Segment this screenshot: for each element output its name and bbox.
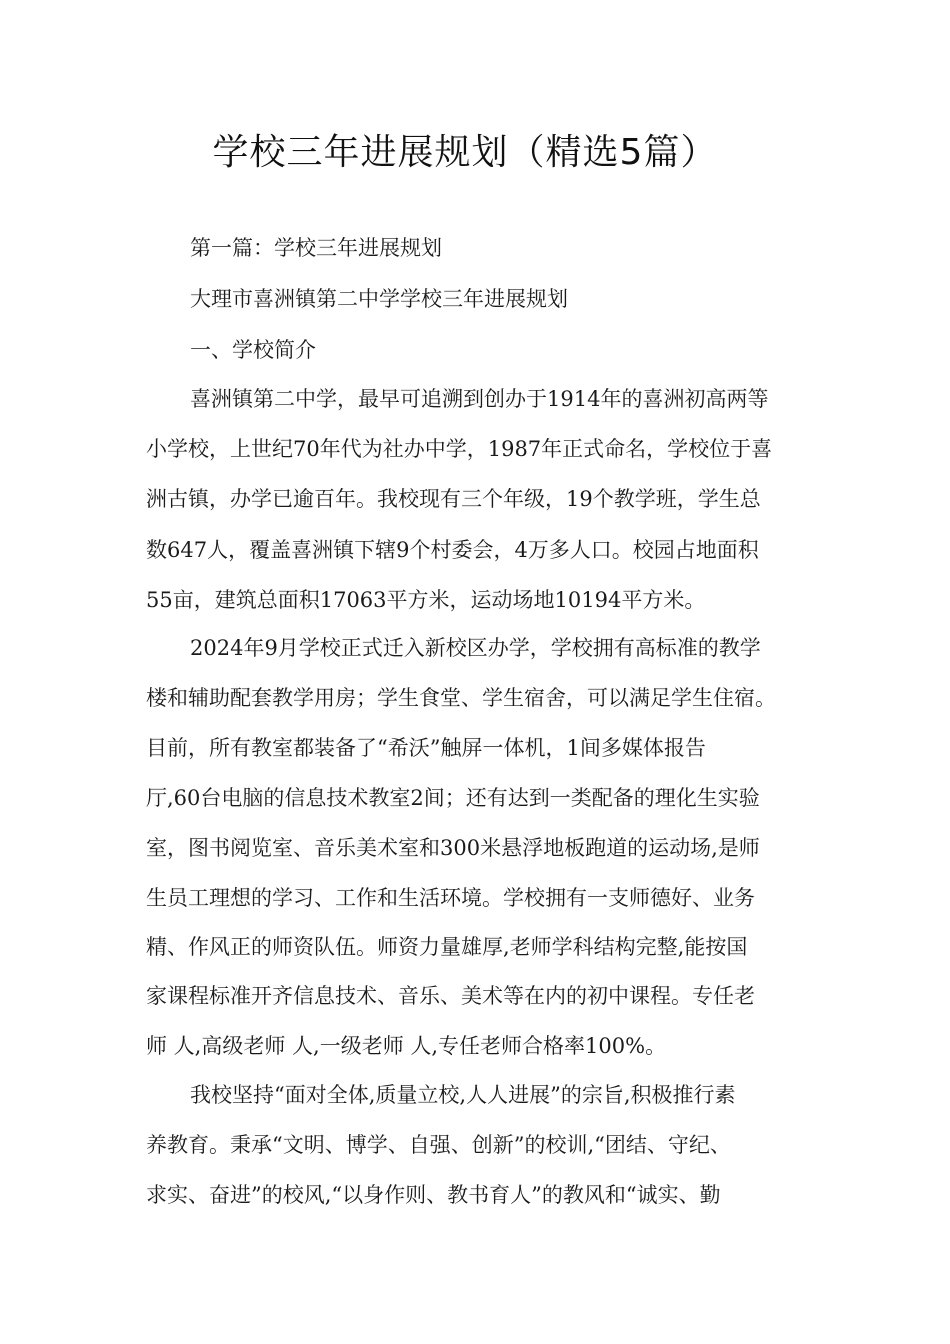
paragraph-line: 楼和辅助配套教学用房；学生食堂、学生宿舍，可以满足学生住宿。 — [146, 686, 776, 710]
paragraph-line: 厅,60台电脑的信息技术教室2间；还有达到一类配备的理化生实验 — [146, 786, 760, 810]
paragraph-line: 小学校，上世纪70年代为社办中学，1987年正式命名，学校位于喜 — [146, 437, 773, 461]
paragraph-line: 生员工理想的学习、工作和生活环境。学校拥有一支师德好、业务 — [146, 886, 755, 910]
paragraph-line: 家课程标准开齐信息技术、音乐、美术等在内的初中课程。专任老 — [146, 984, 755, 1008]
paragraph-line: 目前，所有教室都装备了“希沃”触屏一体机，1间多媒体报告 — [146, 736, 706, 760]
section-heading-introduction: 一、学校简介 — [190, 338, 316, 362]
paragraph-line: 求实、奋进”的校风,“以身作则、教书育人”的教风和“诚实、勤 — [146, 1183, 721, 1207]
section-heading-first-article: 第一篇：学校三年进展规划 — [190, 236, 442, 260]
paragraph-line: 我校坚持“面对全体,质量立校,人人进展”的宗旨,积极推行素 — [190, 1083, 736, 1107]
paragraph-line: 洲古镇，办学已逾百年。我校现有三个年级，19个教学班，学生总 — [146, 487, 761, 511]
paragraph-line: 2024年9月学校正式迁入新校区办学，学校拥有高标准的教学 — [190, 636, 761, 660]
paragraph-line: 精、作风正的师资队伍。师资力量雄厚,老师学科结构完整,能按国 — [146, 935, 748, 959]
paragraph-line: 养教育。秉承“文明、博学、自强、创新”的校训,“团结、守纪、 — [146, 1133, 731, 1157]
paragraph-line: 数647人，覆盖喜洲镇下辖9个村委会，4万多人口。校园占地面积 — [146, 538, 759, 562]
document-title: 学校三年进展规划（精选5篇） — [212, 132, 718, 173]
subtitle-school-plan: 大理市喜洲镇第二中学学校三年进展规划 — [190, 287, 568, 311]
paragraph-line: 室，图书阅览室、音乐美术室和300米悬浮地板跑道的运动场,是师 — [146, 836, 760, 860]
paragraph-line: 55亩，建筑总面积17063平方米，运动场地10194平方米。 — [146, 588, 706, 612]
paragraph-line: 喜洲镇第二中学，最早可追溯到创办于1914年的喜洲初高两等 — [190, 387, 769, 411]
paragraph-line: 师 人,高级老师 人,一级老师 人,专任老师合格率100%。 — [146, 1034, 667, 1058]
